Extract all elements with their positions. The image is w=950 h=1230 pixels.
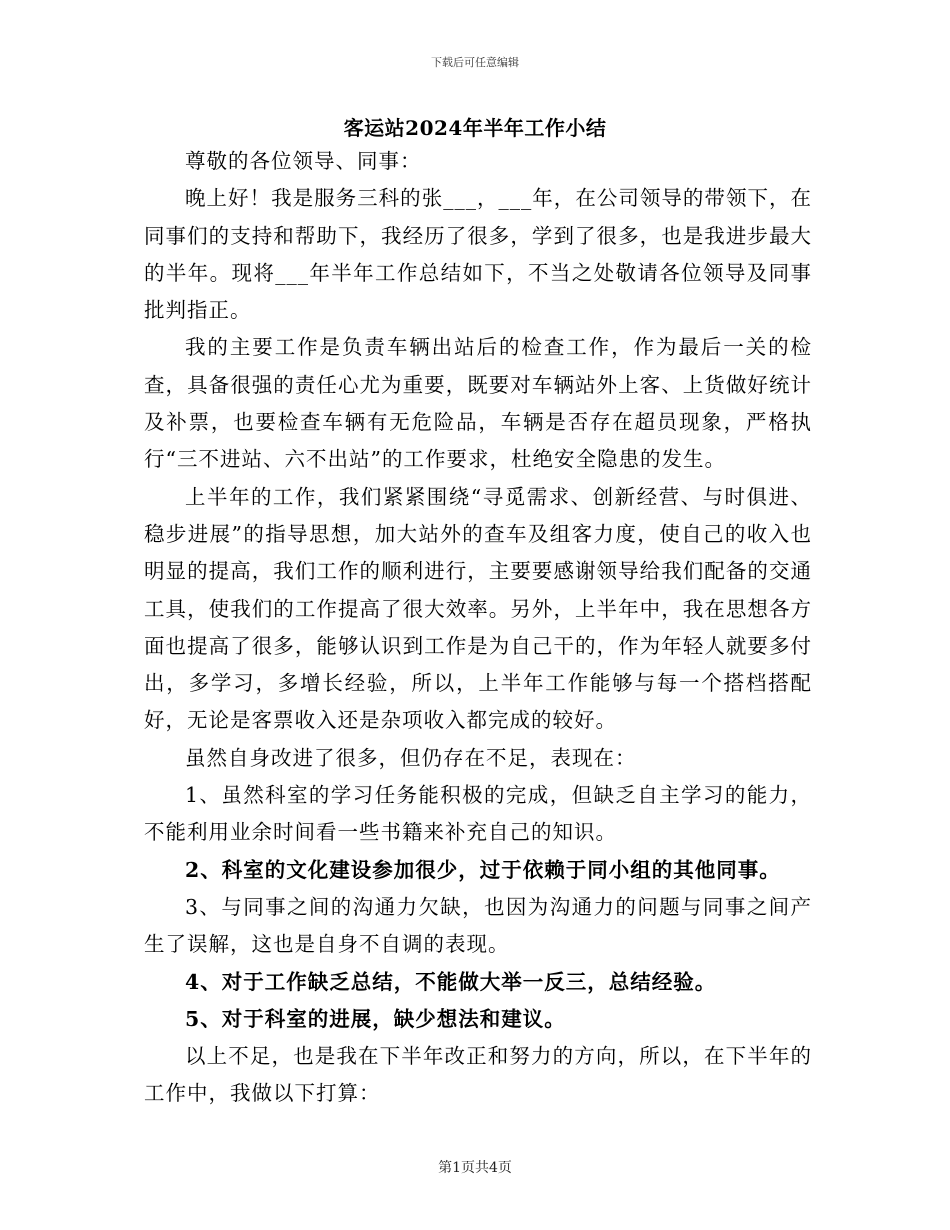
list-item-1: 1、虽然科室的学习任务能积极的完成，但缺乏自主学习的能力，不能利用业余时间看一些书籍来补充自己的知识。: [144, 783, 812, 845]
list-item-3: 3、与同事之间的沟通力欠缺，也因为沟通力的问题与同事之间产生了误解，这也是自身不自调的表现。: [144, 894, 812, 957]
paragraph-main-duty: 我的主要工作是负责车辆出站后的检查工作，作为最后一关的检查，具备很强的责任心尤为重要，既要对车辆站外上客、上货做好统计及补票，也要检查车辆有无危险品，车辆是否存在超员现象，严格执行“三不进站、六不出站”的工作要求，杜绝安全隐患的发生。: [144, 335, 812, 472]
paragraph-first-half-work: 上半年的工作，我们紧紧围绕“寻觅需求、创新经营、与时俱进、稳步进展”的指导思想，加大站外的查车及组客力度，使自己的收入也明显的提高，我们工作的顺利进行，主要要感谢领导给我们配备的交通工具，使我们的工作提高了很大效率。另外，上半年中，我在思想各方面也提高了很多，能够认识到工作是为自己干的，作为年轻人就要多付出，多学习，多增长经验，所以，上半年工作能够与每一个搭档搭配好，无论是客票收入还是杂项收入都完成的较好。: [144, 484, 812, 733]
paragraph-plan-intro: 以上不足，也是我在下半年改正和努力的方向，所以，在下半年的工作中，我做以下打算：: [144, 1044, 812, 1106]
list-item-4: 4、对于工作缺乏总结，不能做大举一反三，总结经验。: [185, 969, 717, 994]
list-item-5: 5、对于科室的进展，缺少想法和建议。: [185, 1006, 566, 1031]
document-title: 客运站2024年半年工作小结: [343, 116, 607, 140]
paragraph-salutation: 尊敬的各位领导、同事：: [185, 149, 422, 173]
header-note: 下载后可任意编辑: [431, 56, 519, 69]
paragraph-intro: 晚上好！我是服务三科的张___，___年，在公司领导的带领下，在同事们的支持和帮助下，我经历了很多，学到了很多，也是我进步最大的半年。现将___年半年工作总结如下，不当之处敬请各位领导及同事批判指正。: [144, 186, 812, 323]
paragraph-shortcomings-intro: 虽然自身改进了很多，但仍存在不足，表现在：: [185, 745, 637, 770]
document-body: [144, 143, 812, 1113]
page-number-footer: 第1页共4页: [438, 1160, 512, 1176]
list-item-2: 2、科室的文化建设参加很少，过于依赖于同小组的其他同事。: [185, 857, 781, 882]
